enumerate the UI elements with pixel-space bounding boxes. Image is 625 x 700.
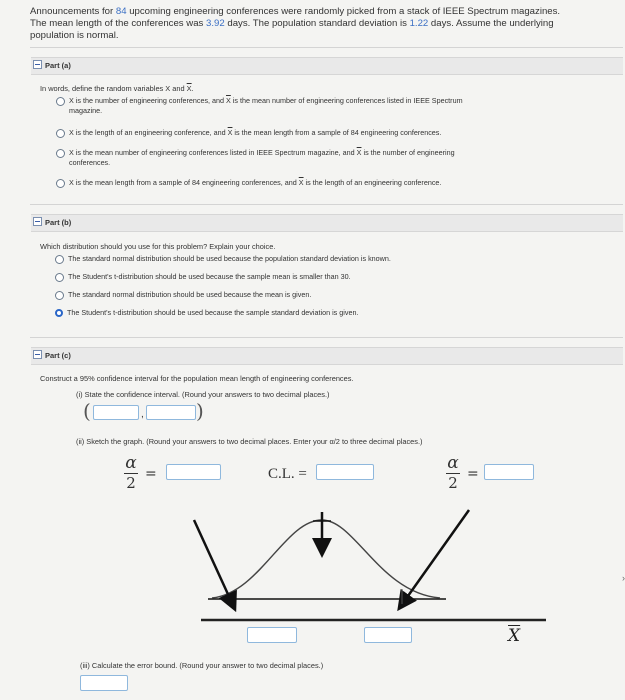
upper-bound-graph-input[interactable]: [364, 627, 412, 643]
part-c-sub-iii: (iii) Calculate the error bound. (Round your answer to two decimal places.): [80, 661, 324, 670]
error-bound-input[interactable]: [80, 675, 128, 691]
equals-right: =: [467, 466, 479, 482]
problem-line-1: Announcements for 84 upcoming engineering conferences were randomly picked from a stack of IEEE Spectrum magazines.: [30, 6, 561, 17]
part-a-option-2[interactable]: X is the length of an engineering conference, and $\overline{X}$ is the mean length from a sample of 84 engineering conferences.: [56, 128, 601, 138]
part-a-prompt: In words, define the random variables X and $\overline{X}$.: [40, 84, 194, 93]
sample-size-value: 84: [115, 6, 127, 17]
part-c-sub-i: (i) State the confidence interval. (Round your answers to two decimal places.): [76, 390, 330, 399]
alpha-over-2-left: α 2: [125, 453, 137, 492]
part-c-prompt: Construct a 95% confidence interval for the population mean length of engineering conferences.: [40, 374, 354, 383]
bell-curve: [212, 520, 440, 598]
part-a-option-1[interactable]: X is the number of engineering conferences, and $\overline{X}$ is the mean number of engineering conferences listed in IEEE Spectrum magazine.: [56, 96, 601, 115]
lower-bound-graph-input[interactable]: [247, 627, 297, 643]
left-arrow: [194, 520, 232, 603]
mean-value: 3.92: [206, 18, 225, 29]
part-b-option-2[interactable]: The Student's t-distribution should be used because the sample mean is smaller than 30.: [55, 272, 351, 282]
part-a-header[interactable]: Part (a): [31, 57, 623, 75]
part-b-option-3[interactable]: The standard normal distribution should be used because the mean is given.: [55, 290, 311, 300]
part-a-option-4[interactable]: X is the mean length from a sample of 84 engineering conferences, and $\overline{X}$ is the length of an engineering conference.: [56, 178, 601, 188]
ci-comma: ,: [141, 409, 144, 420]
problem-line-3: population is normal.: [30, 30, 119, 41]
side-scroll-tab[interactable]: ›: [622, 573, 625, 583]
equals-left: =: [145, 466, 157, 482]
sd-value: 1.22: [409, 18, 429, 29]
part-b-header[interactable]: Part (b): [31, 214, 623, 232]
part-a-option-3[interactable]: X is the mean number of engineering conferences listed in IEEE Spectrum magazine, and $\overline{X}$ is the number of engineering conferences.: [56, 148, 601, 167]
close-paren: ): [196, 399, 204, 423]
part-b-prompt: Which distribution should you use for this problem? Explain your choice.: [40, 242, 276, 251]
cl-label: C.L. =: [268, 466, 307, 482]
right-arrow: [403, 510, 469, 603]
open-paren: (: [83, 399, 91, 423]
part-b-option-1[interactable]: The standard normal distribution should be used because the population standard deviation is known.: [55, 254, 391, 264]
part-b-option-4[interactable]: The Student's t-distribution should be used because the sample standard deviation is given.: [55, 308, 358, 318]
part-c-header[interactable]: Part (c): [31, 347, 623, 365]
alpha-over-2-right: α 2: [447, 453, 459, 492]
problem-line-2: The mean length of the conferences was 3.92 days. The population standard deviation is 1.22 days. Assume the underlying: [30, 18, 554, 29]
part-c-sub-ii: (ii) Sketch the graph. (Round your answers to two decimal places. Enter your α/2 to three decimal places.): [76, 437, 423, 446]
xbar-axis-label: $\overline{X}$: [508, 626, 521, 646]
